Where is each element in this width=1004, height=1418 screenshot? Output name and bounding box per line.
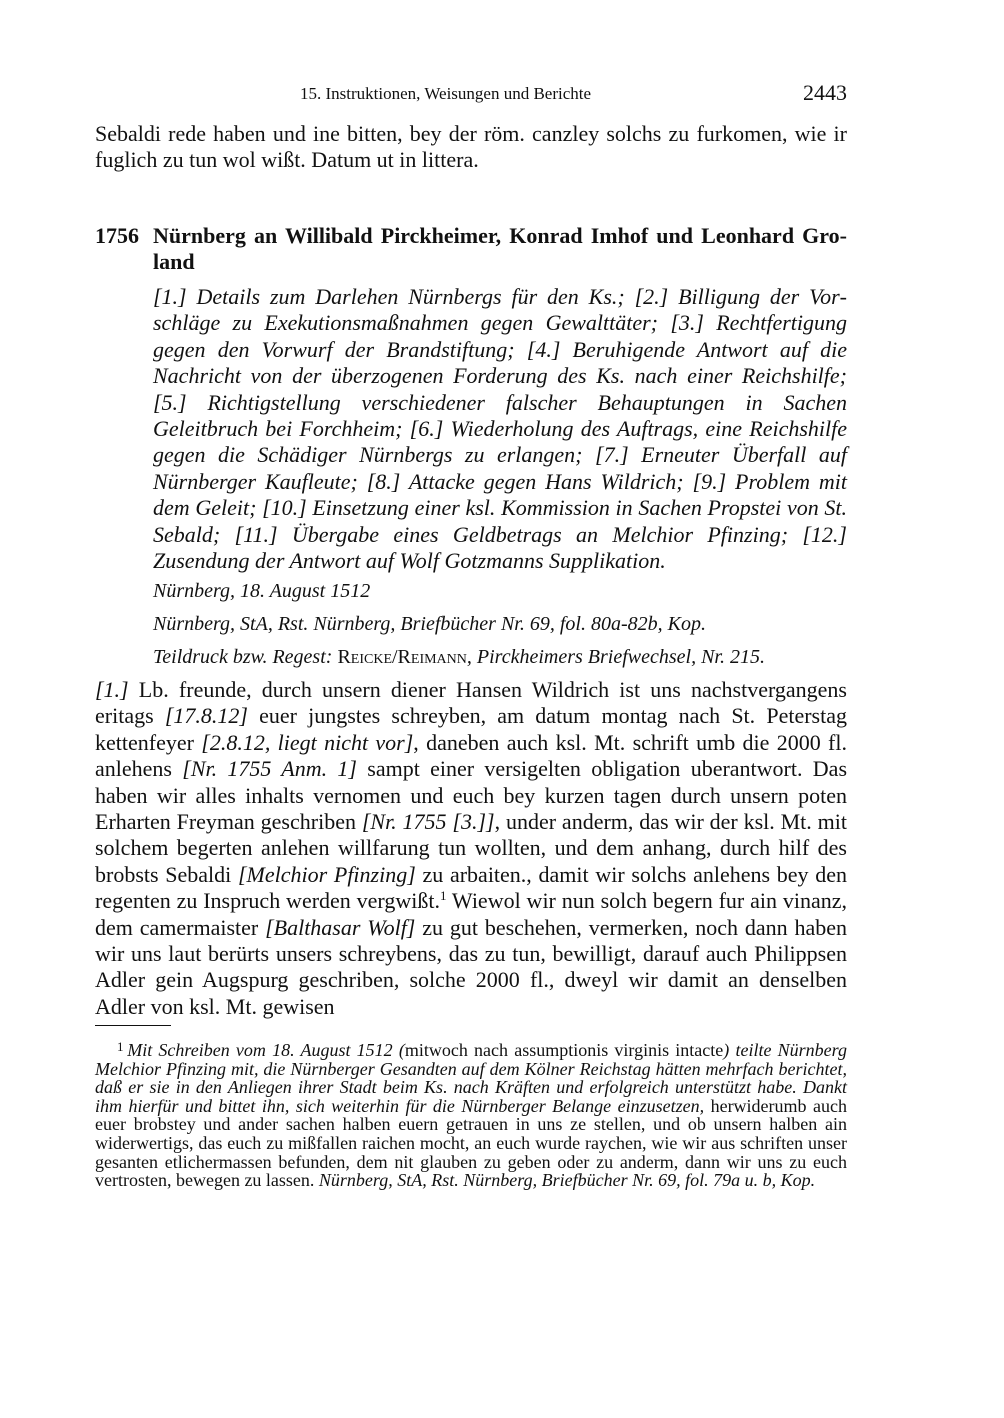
text-segment: sampt einer versigelten obligation uberantwort. Das haben wir alles inhalts vernomen und euch bey kurzen tagen durch unsern poten Erharten Freyman geschriben (95, 756, 848, 835)
document-regest: [1.] Details zum Darlehen Nürnbergs für den Ks.; [2.] Billigung der Vorschläge zu Exekutionsmaßnahmen gegen Gewalttäter; [3.] Rechtfertigung gegen den Vorwurf der Brandstiftung; [4.] Beruhigende Antwort auf die Nachricht von der überzogenen Forderung des Ks. nach einer Reichshilfe; [5.] Richtigstellung verschiedener falscher Behauptungen in Sachen Geleitbruch bei Forchheim; [6.] Wiederholung des Auftrags, eine Reichshilfe gegen die Schädiger Nürnbergs zu erlangen; [7.] Erneuter Überfall auf Nürnberger Kaufleute; [8.] Attacke gegen Hans Wildrich; [9.] Problem mit dem Geleit; [10.] Einsetzung einer ksl. Kommission in Sachen Propstei von St. Sebald; [11.] Übergabe eines Geldbetrags an Melchior Pfinzing; [12.] Zusendung der Antwort auf Wolf Gotzmanns Supplikation. (153, 284, 847, 574)
document-title: Nürnberg an Willibald Pirckheimer, Konrad Imhof und Leonhard Groland (153, 223, 847, 275)
footnote-source: Nürnberg, StA, Rst. Nürnberg, Briefbücher Nr. 69, fol. 79a u. b, Kop. (318, 1170, 816, 1191)
footnotes (95, 1038, 847, 1190)
editorial-note: [2.8.12, liegt nicht vor] (201, 729, 414, 755)
print-label: Teildruck bzw. Regest: (153, 646, 333, 668)
footnote-quote: mitwoch nach assumptionis virginis intacte (404, 1040, 724, 1060)
print-work: , Pirckheimers Briefwechsel, Nr. 215. (466, 646, 765, 668)
text-segment: , daneben auch ksl. Mt. schrift umb die 2000 fl. anlehens (95, 729, 847, 782)
document-print-reference (153, 644, 765, 670)
text-segment: zu gut beschehen, vermerken, noch dann haben wir uns laut berürts unsers schreybens, das zu tun, bewilligt, darauf auch Philippsen Adler gein Augspurg geschriben, solche 2000 fl., dweyl wir damit an denselben Adler von ksl. Mt. gewisen (95, 914, 847, 1019)
document-number: 1756 (95, 223, 139, 248)
running-title: 15. Instruktionen, Weisungen und Berichte (300, 84, 592, 103)
text-segment: zu arbaiten., damit wir solchs anlehens bey den regenten zu Inspruch werden vergwißt. (95, 861, 847, 914)
footnote-divider (95, 1025, 171, 1026)
main-text (95, 677, 847, 1020)
text-segment: Lb. freunde, durch unsern diener Hansen Wildrich ist uns nachstvergangens eritags (95, 677, 847, 729)
intro-text: Sebaldi rede haben und ine bitten, bey der röm. canzley solchs zu furkomen, wie ir fuglich zu tun wol wißt. Datum ut in littera. (95, 121, 847, 173)
page-number: 2443 (803, 80, 847, 105)
footnote-text: Mit Schreiben vom 18. August 1512 ( (127, 1040, 405, 1060)
editorial-note: [Nr. 1755 Anm. 1] (182, 756, 357, 782)
intro-paragraph (95, 121, 847, 174)
footnote-1 (95, 1038, 847, 1190)
editorial-note: [17.8.12] (164, 703, 248, 729)
section-marker: [1.] (95, 677, 129, 702)
main-paragraph (95, 677, 847, 1020)
editorial-note: [Melchior Pfinzing] (237, 861, 416, 887)
page-header (95, 80, 847, 110)
footnote-quote: herwiderumb auch euer brobstey und ander sachen halben euern getrauen in uns ze stellen, und ob unsern halben ain widerwertigs, das euch zu mißfallen raichen mocht, an euch wurde raychen, wie wir aus schriften unser gesanten etlichermassen befunden, dem nit glauben zu geben oder zu anderm, dann wir uns zu euch vertrosten, bewegen zu lassen. (95, 1095, 847, 1191)
footnote-text: ) teilte Nürnberg Melchior Pfinzing mit, die Nürnberger Gesandten auf dem Kölner Reichstag hätten mehrfach berichtet, daß er sie in den Anliegen ihrer Stadt beim Ks. nach Kräften und erfolgreich unterstützt habe. Dankt ihm hierfür und bittet ihn, sich weiterhin für die Nürnberger Belange einzusetzen, (95, 1040, 847, 1116)
text-segment: , under anderm, das wir der ksl. Mt. mit solchem begerten anlehen willfarung tun wollten, und dem anhang, durch hilf des brobsts Sebaldi (95, 809, 847, 887)
document-date: Nürnberg, 18. August 1512 (153, 580, 371, 602)
editorial-note: [Nr. 1755 [3.]] (361, 809, 495, 835)
footnote-number: 1 (117, 1039, 124, 1054)
footnote-reference[interactable]: 1 (439, 888, 447, 904)
editorial-note: [Balthasar Wolf] (265, 914, 416, 940)
print-authors: Reicke/Reimann (337, 646, 467, 668)
text-segment: euer jungstes schreyben, am datum montag nach St. Peterstag kettenfeyer (95, 703, 847, 755)
text-segment: Wiewol wir nun solch begern fur ain vinanz, dem camermaister (95, 888, 847, 940)
document-source: Nürnberg, StA, Rst. Nürnberg, Briefbücher Nr. 69, fol. 80a-82b, Kop. (153, 613, 706, 635)
